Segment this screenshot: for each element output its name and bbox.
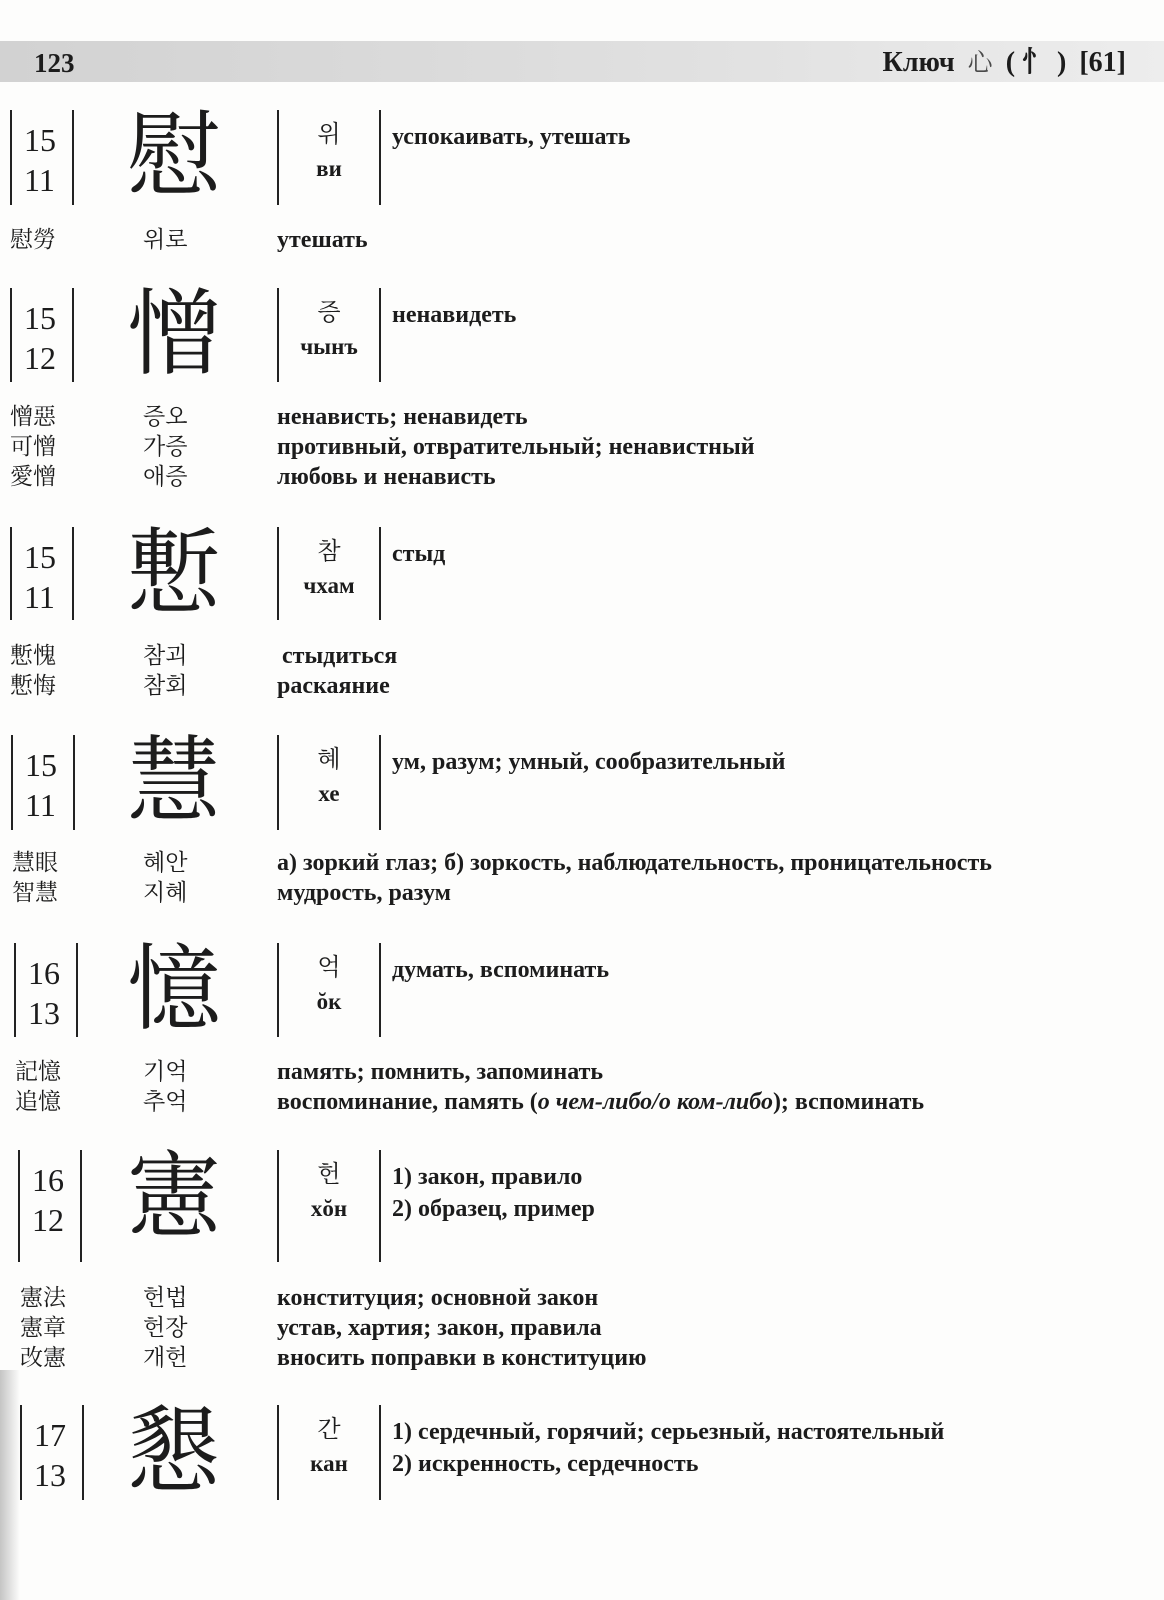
compound-meaning: стыдиться <box>282 643 398 669</box>
compound-korean: 가증 <box>143 434 188 459</box>
total-stroke-count: 15 <box>24 300 56 336</box>
compound-row <box>0 848 1164 878</box>
compound-meaning: вносить поправки в конституцию <box>277 1345 647 1371</box>
compound-korean: 헌장 <box>143 1315 188 1340</box>
stroke-count-box <box>14 943 78 1037</box>
headword-character: 懇 <box>126 1397 221 1506</box>
page-number: 123 <box>34 48 75 78</box>
meaning-line: успокаивать, утешать <box>392 124 631 150</box>
compound-korean: 지혜 <box>143 880 188 905</box>
compound-meaning: противный, отвратительный; ненавистный <box>277 434 755 460</box>
reading-box <box>277 943 381 1037</box>
character-entry <box>0 1397 1164 1506</box>
compound-list <box>0 1283 1164 1373</box>
compound-meaning: ненависть; ненавидеть <box>277 404 528 430</box>
stroke-count-box <box>10 288 74 382</box>
additional-stroke-count: 12 <box>24 340 56 376</box>
additional-stroke-count: 11 <box>24 579 55 615</box>
character-entry <box>0 280 1164 389</box>
compound-row <box>0 432 1164 462</box>
stroke-count-box <box>11 735 75 830</box>
compound-row <box>0 1283 1164 1313</box>
meaning-line: 2) искренность, сердечность <box>392 1451 699 1477</box>
meaning-line: 1) закон, правило <box>392 1164 583 1190</box>
korean-reading: 간 <box>317 1417 341 1443</box>
cyrillic-transcription: хŏн <box>310 1196 348 1221</box>
character-entry <box>0 1142 1164 1262</box>
compound-korean: 참괴 <box>143 643 188 668</box>
total-stroke-count: 17 <box>34 1417 66 1453</box>
compound-hanja: 慙愧 <box>10 643 56 668</box>
total-stroke-count: 16 <box>32 1162 64 1198</box>
meaning-box <box>392 735 785 778</box>
korean-reading: 억 <box>317 955 341 981</box>
radical-number: [61] <box>1079 47 1126 78</box>
headword-character: 憎 <box>126 280 221 389</box>
meaning-box <box>392 288 516 331</box>
headword-character: 憶 <box>126 935 221 1044</box>
cyrillic-transcription: чхам <box>303 573 355 598</box>
compound-hanja: 慰勞 <box>10 227 56 252</box>
meaning-line: 2) образец, пример <box>392 1196 595 1222</box>
compound-korean: 증오 <box>143 404 188 429</box>
cyrillic-transcription: чынъ <box>300 334 358 359</box>
compound-meaning-text: ); вспоминать <box>772 1089 925 1115</box>
meaning-line: ум, разум; умный, сообразительный <box>392 749 786 775</box>
meaning-box <box>392 527 445 570</box>
korean-reading: 참 <box>317 539 341 565</box>
additional-stroke-count: 13 <box>28 995 60 1031</box>
cyrillic-transcription: ви <box>316 156 342 181</box>
compound-row <box>0 878 1164 908</box>
total-stroke-count: 15 <box>24 122 56 158</box>
character-entry <box>0 519 1164 628</box>
headword-character: 慰 <box>126 102 221 211</box>
total-stroke-count: 16 <box>28 955 60 991</box>
compound-hanja: 憎惡 <box>10 404 56 429</box>
korean-reading: 혜 <box>317 747 341 773</box>
character-entry <box>0 102 1164 211</box>
radical-variant: ( 忄 ) <box>1005 47 1067 78</box>
reading-box <box>277 527 381 620</box>
compound-meaning: конституция; основной закон <box>277 1285 599 1311</box>
compound-meaning: память; помнить, запоминать <box>277 1059 604 1085</box>
compound-row <box>0 1057 1164 1087</box>
meaning-box <box>392 110 630 153</box>
additional-stroke-count: 11 <box>24 162 55 198</box>
compound-korean: 위로 <box>143 227 188 252</box>
meaning-box <box>392 1405 944 1480</box>
compound-row <box>0 641 1164 671</box>
compound-row <box>0 402 1164 432</box>
meaning-box <box>392 943 609 986</box>
total-stroke-count: 15 <box>25 747 57 783</box>
stroke-count-box <box>10 110 74 205</box>
compound-row <box>0 225 1164 255</box>
total-stroke-count: 15 <box>24 539 56 575</box>
compound-hanja: 追憶 <box>15 1089 61 1114</box>
meaning-line: думать, вспоминать <box>392 957 610 983</box>
character-entry <box>0 935 1164 1044</box>
compound-korean: 혜안 <box>143 850 188 875</box>
meaning-line: ненавидеть <box>392 302 517 328</box>
compound-list <box>0 848 1164 908</box>
compound-meaning: любовь и ненависть <box>277 464 496 490</box>
compound-hanja: 憲法 <box>20 1285 66 1310</box>
character-entry <box>0 727 1164 836</box>
reading-box <box>277 288 381 382</box>
compound-hanja: 慙悔 <box>10 673 56 698</box>
compound-list <box>0 1057 1164 1117</box>
compound-korean: 기억 <box>143 1059 188 1084</box>
compound-hanja: 慧眼 <box>12 850 58 875</box>
meaning-line: 1) сердечный, горячий; серьезный, настоятельный <box>392 1419 945 1445</box>
compound-korean: 애증 <box>143 464 188 489</box>
reading-box <box>277 1150 381 1262</box>
compound-list <box>0 402 1164 492</box>
compound-hanja: 憲章 <box>20 1315 66 1340</box>
cyrillic-transcription: хе <box>318 781 340 806</box>
compound-meaning: а) зоркий глаз; б) зоркость, наблюдательность, проницательность <box>277 850 992 876</box>
cyrillic-transcription: кан <box>310 1451 348 1476</box>
headword-character: 慧 <box>126 727 221 836</box>
korean-reading: 위 <box>317 122 341 148</box>
compound-row <box>0 671 1164 701</box>
radical-character: 心 <box>967 50 993 77</box>
headword-character: 憲 <box>126 1142 221 1251</box>
cyrillic-transcription: ŏк <box>316 989 342 1014</box>
compound-korean: 헌법 <box>143 1285 188 1310</box>
compound-korean: 참회 <box>143 673 188 698</box>
korean-reading: 증 <box>317 300 341 326</box>
compound-row <box>0 1313 1164 1343</box>
reading-box <box>277 1405 381 1500</box>
compound-meaning-text: воспоминание, память ( <box>277 1089 538 1115</box>
compound-meaning: утешать <box>277 227 368 253</box>
reading-box <box>277 735 381 830</box>
compound-row <box>0 1343 1164 1373</box>
compound-row <box>0 462 1164 492</box>
compound-korean: 추억 <box>143 1089 188 1114</box>
stroke-count-box <box>10 527 74 620</box>
meaning-line: стыд <box>392 541 446 567</box>
meaning-box <box>392 1150 595 1225</box>
compound-hanja: 記憶 <box>15 1059 61 1084</box>
compound-list <box>0 641 1164 701</box>
compound-korean: 개헌 <box>143 1345 188 1370</box>
compound-meaning: устав, хартия; закон, правила <box>277 1315 602 1341</box>
additional-stroke-count: 12 <box>32 1202 64 1238</box>
compound-hanja: 改憲 <box>20 1345 66 1370</box>
korean-reading: 헌 <box>317 1162 341 1188</box>
compound-meaning: мудрость, разум <box>277 880 451 906</box>
additional-stroke-count: 13 <box>34 1457 66 1493</box>
stroke-count-box <box>18 1150 82 1262</box>
compound-hanja: 智慧 <box>12 880 58 905</box>
reading-box <box>277 110 381 205</box>
running-head <box>883 45 1126 82</box>
headword-character: 慙 <box>126 519 221 628</box>
radical-key-label: Ключ <box>882 47 955 78</box>
additional-stroke-count: 11 <box>25 787 56 823</box>
compound-hanja: 可憎 <box>10 434 56 459</box>
compound-meaning <box>277 1087 924 1117</box>
compound-hanja: 愛憎 <box>10 464 56 489</box>
compound-list <box>0 225 1164 255</box>
compound-meaning: раскаяние <box>277 673 390 699</box>
compound-row <box>0 1087 1164 1117</box>
stroke-count-box <box>20 1405 84 1500</box>
compound-meaning-italic-note: о чем-либо/о ком-либо <box>537 1089 773 1115</box>
